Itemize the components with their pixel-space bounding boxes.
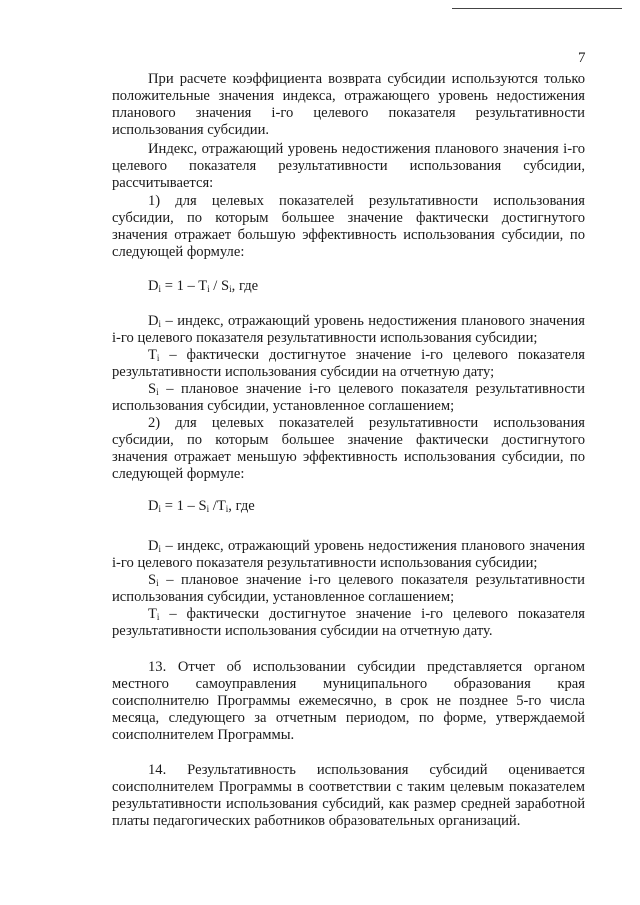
definition-d-2: $D_i$ – индекс, отражающий уровень недостижения планового значения i-го целевого показателя результативности использования субсидии; <box>112 538 585 572</box>
formula-2: $D_i = 1 - S_i$ $/T_i$, где <box>148 498 255 514</box>
page-number: 7 <box>578 50 586 66</box>
paragraph-index-definition: Индекс, отражающий уровень недостижения планового значения i-го целевого показателя результативности использования субсидии, рассчитывается: <box>112 141 585 192</box>
header-rule <box>452 8 622 9</box>
definition-s-2: $S_i$ – плановое значение i-го целевого показателя результативности использования субсидии, установленное соглашением; <box>112 572 585 606</box>
paragraph-positive-index: При расчете коэффициента возврата субсидии используются только положительные значения индекса, отражающего уровень недостижения планового значения i-го целевого показателя результативности использования субсидии. <box>112 71 585 139</box>
definition-d-1: $D_i$ – индекс, отражающий уровень недостижения планового значения i-го целевого показателя результативности использования субсидии; <box>112 313 585 347</box>
paragraph-case-2: 2) для целевых показателей результативности использования субсидии, по которым большее значение фактически достигнутого значения отражает меньшую эффективность использования субсидии, по следующей формуле: <box>112 415 585 483</box>
definition-t-1: $T_i$ – фактически достигнутое значение i-го целевого показателя результативности использования субсидии на отчетную дату; <box>112 347 585 381</box>
definition-s-1: $S_i$ – плановое значение i-го целевого показателя результативности использования субсидии, установленное соглашением; <box>112 381 585 415</box>
paragraph-14-effectiveness: 14. Результативность использования субсидий оценивается соисполнителем Программы в соответствии с таким целевым показателем результативности использования субсидий, как размер средней заработной платы педагогических работников образовательных организаций. <box>112 762 585 830</box>
paragraph-case-1: 1) для целевых показателей результативности использования субсидии, по которым большее значение фактически достигнутого значения отражает большую эффективность использования субсидии, по следующей формуле: <box>112 193 585 261</box>
formula-1: $D_i = 1 - T_i / S_i$, где <box>148 278 259 294</box>
definition-t-2: $T_i$ – фактически достигнутое значение i-го целевого показателя результативности использования субсидии на отчетную дату. <box>112 606 585 640</box>
paragraph-13-report: 13. Отчет об использовании субсидии представляется органом местного самоуправления муниципального образования края соисполнителю Программы ежемесячно, в срок не позднее 5-го числа месяца, следующего за отчетным периодом, по форме, утверждаемой соисполнителем Программы. <box>112 659 585 744</box>
